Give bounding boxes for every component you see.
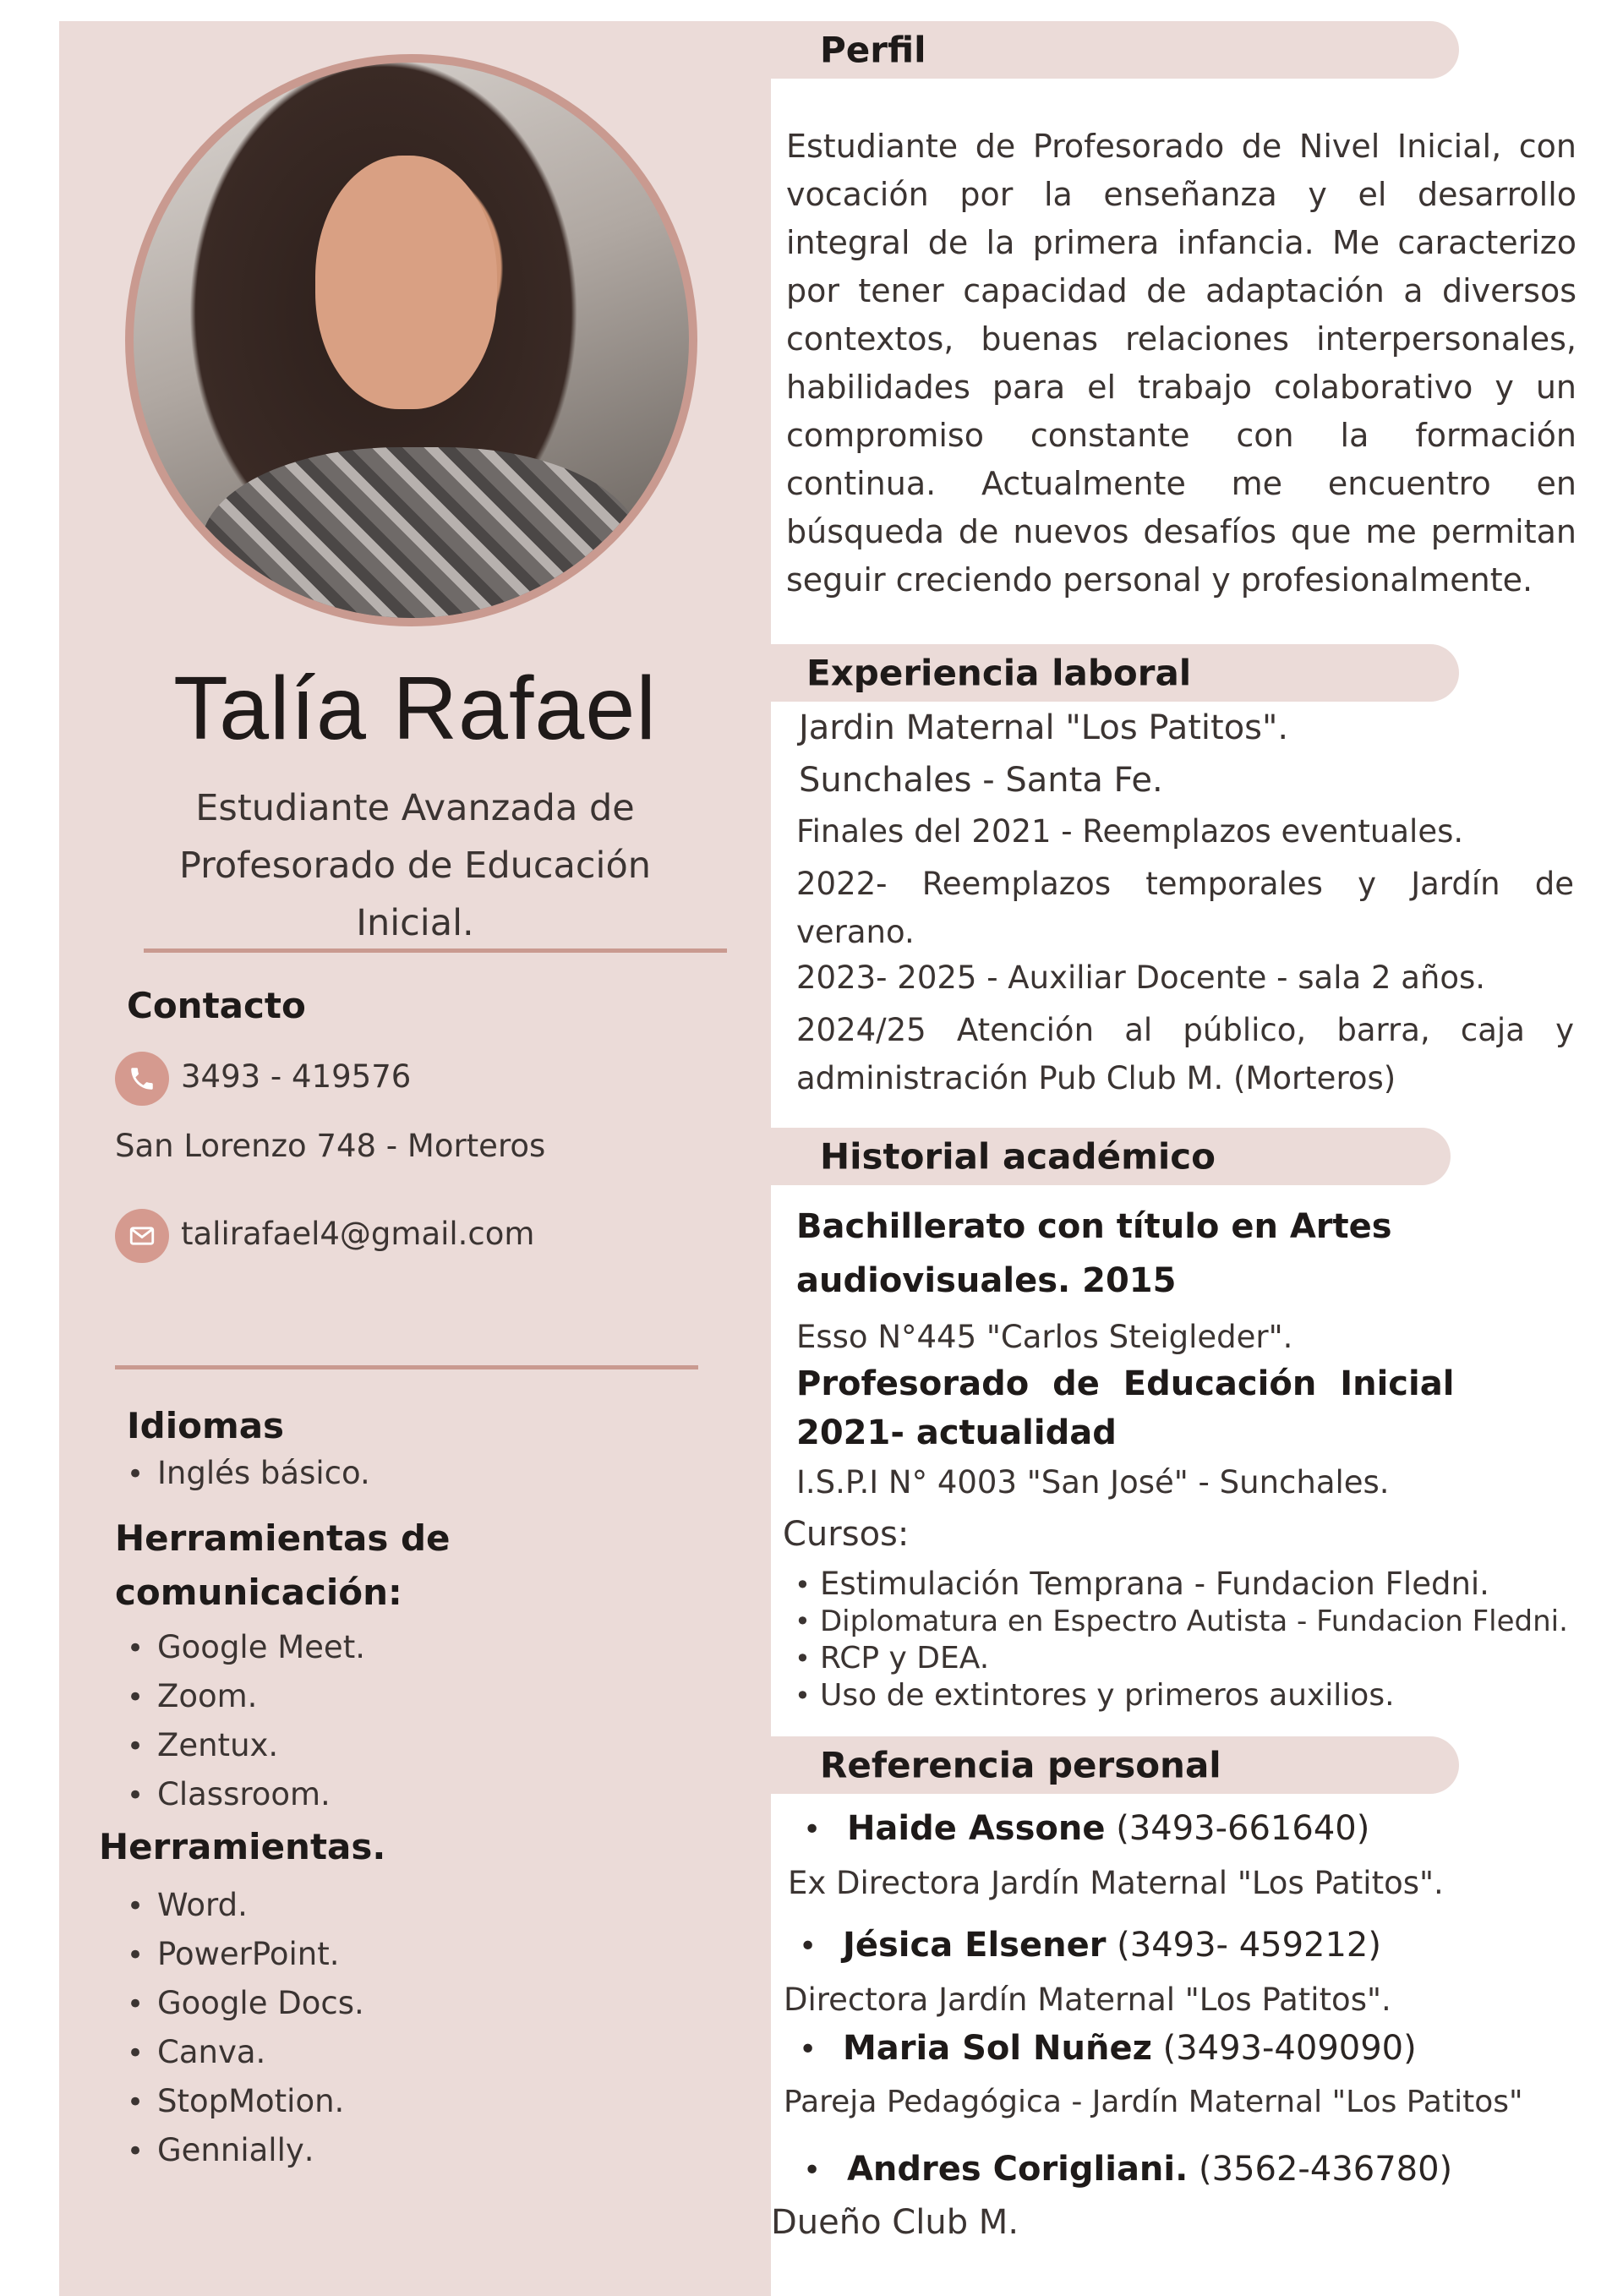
- contact-title: Contacto: [127, 985, 306, 1026]
- profile-photo: [125, 54, 697, 626]
- list-item: • Zoom.: [127, 1672, 365, 1721]
- divider: [115, 1365, 698, 1369]
- reference-item: [799, 1926, 1381, 1965]
- reference-name: Haide Assone: [846, 1809, 1106, 1848]
- reference-name: Maria Sol Nuñez: [842, 2029, 1152, 2068]
- subtitle-line: Estudiante Avanzada de: [195, 787, 635, 829]
- reference-name: Andres Corigliani.: [846, 2150, 1189, 2189]
- courses-title: Cursos:: [783, 1515, 910, 1554]
- section-header-academic: [771, 1128, 1451, 1185]
- subtitle-line: Inicial.: [356, 902, 474, 944]
- envelope-icon: [115, 1209, 169, 1263]
- academic-degree: Bachillerato con título en Artes: [796, 1207, 1392, 1246]
- person-subtitle: [127, 779, 703, 952]
- list-item: • Canva.: [127, 2028, 364, 2077]
- reference-name: Jésica Elsener: [842, 1926, 1107, 1965]
- comm-tools-title: [115, 1512, 451, 1620]
- experience-line: Finales del 2021 - Reemplazos eventuales.: [796, 813, 1464, 850]
- academic-school: I.S.P.I N° 4003 "San José" - Sunchales.: [796, 1464, 1390, 1501]
- list-item: • StopMotion.: [127, 2077, 364, 2126]
- list-item: • PowerPoint.: [127, 1930, 364, 1979]
- tools-title: Herramientas.: [99, 1826, 386, 1867]
- languages-list: [127, 1449, 370, 1498]
- section-header-experience: [771, 644, 1459, 702]
- reference-role: Dueño Club M.: [771, 2203, 1019, 2242]
- phone-number[interactable]: 3493 - 419576: [181, 1058, 412, 1095]
- comm-tools-title-line: comunicación:: [115, 1572, 402, 1613]
- email-link[interactable]: talirafael4@gmail.com: [181, 1216, 535, 1252]
- list-item: • Classroom.: [127, 1770, 365, 1819]
- languages-title: Idiomas: [127, 1405, 285, 1446]
- reference-role: Pareja Pedagógica - Jardín Maternal "Los Patitos": [784, 2085, 1523, 2119]
- list-item: • Estimulación Temprana - Fundacion Fledni.: [795, 1566, 1568, 1603]
- reference-phone[interactable]: (3493-661640): [1105, 1809, 1370, 1848]
- address: San Lorenzo 748 - Morteros: [115, 1128, 546, 1164]
- section-title: Historial académico: [820, 1135, 1216, 1178]
- courses-list: [795, 1566, 1568, 1714]
- list-item: • Diplomatura en Espectro Autista - Fundacion Fledni.: [795, 1603, 1568, 1640]
- reference-phone[interactable]: (3562-436780): [1188, 2150, 1453, 2189]
- experience-location: Sunchales - Santa Fe.: [799, 761, 1163, 800]
- list-item: • Uso de extintores y primeros auxilios.: [795, 1677, 1568, 1714]
- section-title: Experiencia laboral: [806, 652, 1192, 694]
- phone-icon: [115, 1052, 169, 1106]
- list-item: • Google Docs.: [127, 1979, 364, 2028]
- subtitle-line: Profesorado de Educación: [178, 845, 652, 887]
- section-title: Referencia personal: [820, 1744, 1221, 1786]
- academic-degree: Profesorado de Educación Inicial: [796, 1364, 1455, 1403]
- person-name: Talía Rafael: [173, 659, 657, 758]
- section-header-perfil: [771, 21, 1459, 79]
- experience-line: 2022- Reemplazos temporales y Jardín de verano.: [796, 866, 1574, 950]
- list-item: • Word.: [127, 1881, 364, 1930]
- photo-shirt: [201, 447, 641, 626]
- list-item: • Genniallу.: [127, 2126, 364, 2175]
- photo-face: [315, 156, 497, 409]
- reference-item: [803, 2150, 1452, 2189]
- academic-degree: audiovisuales. 2015: [796, 1261, 1177, 1300]
- tools-list: [127, 1881, 364, 2175]
- experience-place: Jardin Maternal "Los Patitos".: [799, 708, 1289, 747]
- reference-item: [799, 2029, 1417, 2068]
- reference-phone[interactable]: (3493- 459212): [1106, 1926, 1381, 1965]
- list-item: • Google Meet.: [127, 1623, 365, 1672]
- profile-paragraph: Estudiante de Profesorado de Nivel Inicial, con vocación por la enseñanza y el desarrollo integral de la primera infancia. Me caracterizo por tener capacidad de adaptación a diversos contextos, buenas relaciones interpersonales, habilidades para el trabajo colaborativo y un compromiso constante con la formación continua. Actualmente me encuentro en búsqueda de nuevos desafíos que me permitan seguir creciendo personal y profesionalmente.: [786, 128, 1577, 599]
- list-item: • Zentux.: [127, 1721, 365, 1770]
- reference-role: Directora Jardín Maternal "Los Patitos".: [784, 1982, 1391, 2018]
- comm-tools-title-line: Herramientas de: [115, 1517, 451, 1559]
- experience-line: 2023- 2025 - Auxiliar Docente - sala 2 años.: [796, 959, 1486, 996]
- academic-degree: 2021- actualidad: [796, 1413, 1117, 1452]
- divider: [144, 948, 727, 953]
- academic-school: Esso N°445 "Carlos Steigleder".: [796, 1319, 1293, 1355]
- list-item: • Inglés básico.: [127, 1449, 370, 1498]
- list-item: • RCP y DEA.: [795, 1640, 1568, 1677]
- reference-role: Ex Directora Jardín Maternal "Los Patitos".: [788, 1865, 1444, 1901]
- reference-phone[interactable]: (3493-409090): [1151, 2029, 1417, 2068]
- experience-line: 2024/25 Atención al público, barra, caja y administración Pub Club M. (Morteros): [796, 1012, 1574, 1096]
- section-title: Perfil: [820, 29, 926, 71]
- reference-item: [803, 1809, 1369, 1848]
- comm-tools-list: [127, 1623, 365, 1819]
- section-header-references: [771, 1736, 1459, 1794]
